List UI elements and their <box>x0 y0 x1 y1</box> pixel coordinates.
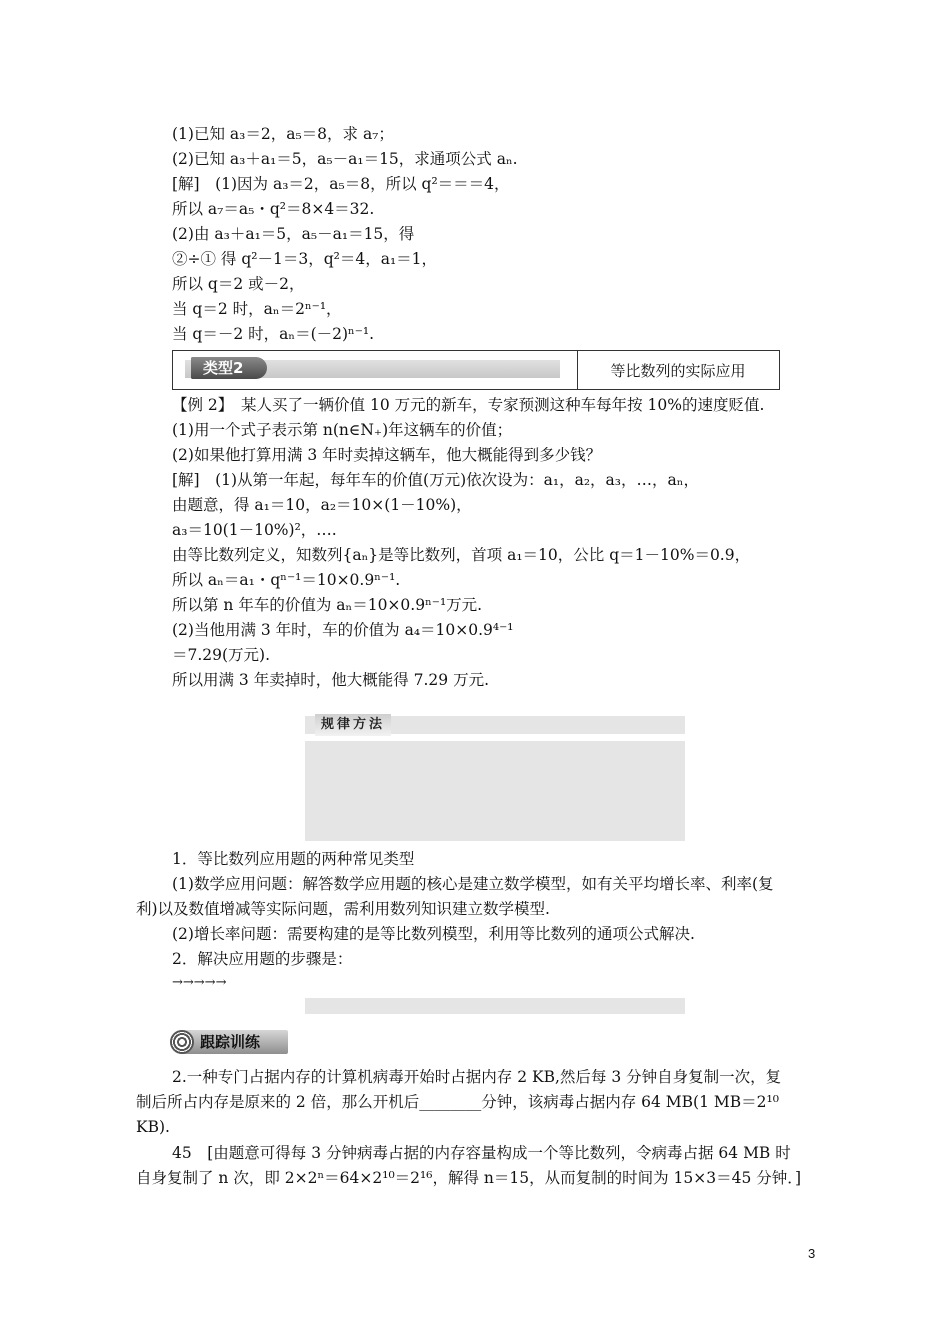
method-box <box>305 741 685 841</box>
type2-tab: 类型2 <box>191 357 267 379</box>
method-header-bar <box>305 716 685 734</box>
tracking-answer: 自身复制了 n 次，即 2×2ⁿ＝64×2¹⁰＝2¹⁶，解得 n＝15，从而复制的时间为 15×3＝45 分钟．] <box>136 1169 802 1187</box>
example2-solution-line: [解] (1)从第一年起，每年车的价值(万元)依次设为：a₁，a₂，a₃，…，aₙ， <box>172 471 699 489</box>
example2-solution-line: a₃＝10(1－10%)²，…. <box>172 521 337 539</box>
example1-question-2: (2)已知 a₃＋a₁＝5，a₅－a₁＝15，求通项公式 aₙ. <box>172 150 518 168</box>
method-box-footer <box>305 998 685 1014</box>
tracking-question: 2.一种专门占据内存的计算机病毒开始时占据内存 2 KB,然后每 3 分钟自身复制一次，复 <box>172 1068 782 1086</box>
method-point-text: (1)数学应用问题：解答数学应用题的核心是建立数学模型，如有关平均增长率、利率(复 <box>172 875 774 893</box>
example2-solution-line: 所以 aₙ＝a₁・qⁿ⁻¹＝10×0.9ⁿ⁻¹. <box>172 571 401 589</box>
tracking-question: 制后所占内存是原来的 2 倍，那么开机后________分钟，该病毒占据内存 64 MB(1 MB＝2¹⁰ <box>136 1093 779 1111</box>
example1-solution-line: [解] (1)因为 a₃＝2，a₅＝8，所以 q²＝＝＝4， <box>172 175 510 193</box>
example1-solution-line: 当 q＝－2 时，aₙ＝(－2)ⁿ⁻¹. <box>172 325 375 343</box>
example1-solution-line: ②÷① 得 q²－1＝3，q²＝4，a₁＝1， <box>172 250 438 268</box>
tracking-training-header <box>170 1030 288 1054</box>
example2-solution-line: 由题意，得 a₁＝10，a₂＝10×(1－10%)， <box>172 496 472 514</box>
example2-solution-line: ＝7.29(万元). <box>172 646 271 664</box>
example2-solution-line: 所以用满 3 年卖掉时，他大概能得 7.29 万元. <box>172 671 490 689</box>
target-icon <box>170 1030 194 1054</box>
tracking-answer: 45 [由题意可得每 3 分钟病毒占据的内存容量构成一个等比数列，令病毒占据 64 MB 时 <box>172 1144 791 1162</box>
method-tab: 规律方法 <box>315 714 391 736</box>
example1-solution-line: 当 q＝2 时，aₙ＝2ⁿ⁻¹， <box>172 300 342 318</box>
tracking-question: KB). <box>136 1118 170 1136</box>
method-point-text: (2)增长率问题：需要构建的是等比数列模型，利用等比数列的通项公式解决. <box>172 925 695 943</box>
method-steps-arrows: →→→→→ <box>172 975 227 990</box>
example2-solution-line: 所以第 n 年车的价值为 aₙ＝10×0.9ⁿ⁻¹万元. <box>172 596 483 614</box>
example2-solution-line: 由等比数列定义，知数列{aₙ}是等比数列，首项 a₁＝10，公比 q＝1－10%＝0.9， <box>172 546 751 564</box>
type2-title: 等比数列的实际应用 <box>610 361 746 380</box>
method-point-1: 1．等比数列应用题的两种常见类型 <box>172 850 415 868</box>
method-point-text: 利)以及数值增减等实际问题，需利用数列知识建立数学模型. <box>136 900 550 918</box>
example2-question-1: (1)用一个式子表示第 n(n∈N₊)年这辆车的价值； <box>172 421 513 439</box>
example2-question-2: (2)如果他打算用满 3 年时卖掉这辆车，他大概能得到多少钱？ <box>172 446 602 464</box>
example2-problem: 【例 2】 某人买了一辆价值 10 万元的新车，专家预测这种车每年按 10%的速度贬值. <box>172 396 765 414</box>
page-number: 3 <box>808 1246 816 1261</box>
example1-question-1: (1)已知 a₃＝2，a₅＝8，求 a₇； <box>172 125 394 143</box>
method-point-2: 2．解决应用题的步骤是： <box>172 950 353 968</box>
tracking-training-label: 跟踪训练 <box>200 1033 261 1051</box>
type2-section-header <box>172 350 780 390</box>
example2-solution-line: (2)当他用满 3 年时，车的价值为 a₄＝10×0.9⁴⁻¹ <box>172 621 514 639</box>
example1-solution-line: 所以 a₇＝a₅・q²＝8×4＝32. <box>172 200 375 218</box>
example1-solution-line: (2)由 a₃＋a₁＝5，a₅－a₁＝15，得 <box>172 225 415 243</box>
example1-solution-line: 所以 q＝2 或－2， <box>172 275 305 293</box>
type2-tab-area <box>173 351 578 389</box>
